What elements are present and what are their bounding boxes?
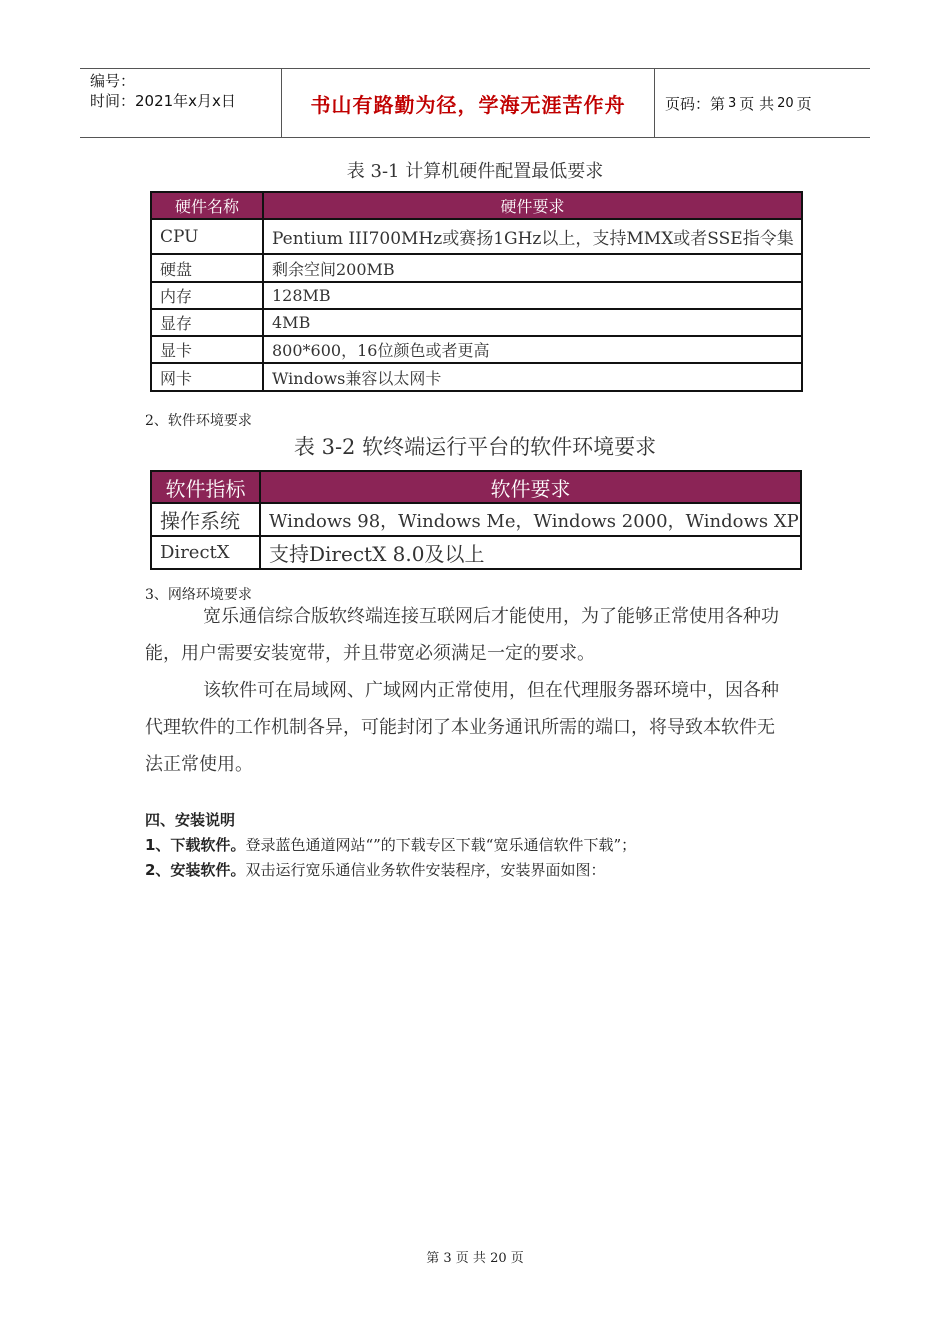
paragraph-line: 能，用户需要安装宽带，并且带宽必须满足一定的要求。 (145, 643, 595, 664)
table-cell: Windows兼容以太网卡 (263, 363, 802, 391)
table-cell: Windows 98，Windows Me，Windows 2000，Windows XP (260, 503, 801, 536)
table-header-row (151, 192, 802, 219)
column-header: 软件要求 (260, 471, 801, 503)
table-cell: DirectX (151, 536, 260, 569)
section-label-network: 3、网络环境要求 (145, 587, 252, 603)
column-header: 软件指标 (151, 471, 260, 503)
install-step-1 (145, 834, 636, 855)
column-header: 硬件名称 (151, 192, 263, 219)
table-row (151, 282, 802, 309)
footer-total: 20 (490, 1251, 507, 1266)
header-page-info (665, 69, 812, 137)
header-divider (654, 69, 655, 137)
paragraph-network-1 (145, 598, 805, 672)
table-cell: 支持DirectX 8.0及以上 (260, 536, 801, 569)
step-title: 2、安装软件。 (145, 861, 246, 879)
table-row (151, 336, 802, 363)
page-prefix: 页码：第 (665, 94, 726, 113)
paragraph-line: 该软件可在局域网、广域网内正常使用，但在代理服务器环境中，因各种 (203, 680, 779, 701)
footer-suffix: 页 (510, 1251, 524, 1266)
table-cell: 操作系统 (151, 503, 260, 536)
column-header: 硬件要求 (263, 192, 802, 219)
header-meta (90, 71, 236, 111)
paragraph-line: 宽乐通信综合版软终端连接互联网后才能使用，为了能够正常使用各种功 (203, 606, 779, 627)
page-suffix: 页 (796, 94, 812, 113)
table-cell: 显卡 (151, 336, 263, 363)
page-header (80, 68, 870, 138)
table-cell: 硬盘 (151, 254, 263, 282)
table-cell: CPU (151, 219, 263, 254)
step-text: 登录蓝色通道网站“”的下载专区下载“宽乐通信软件下载”； (245, 836, 637, 854)
footer-current: 3 (443, 1251, 452, 1266)
table1-caption: 表 3-1 计算机硬件配置最低要求 (346, 161, 604, 182)
paragraph-network-2 (145, 672, 805, 783)
time-label: 时间：2021年x月x日 (90, 92, 236, 110)
page-current: 3 (728, 95, 737, 111)
footer-prefix: 第 (426, 1251, 440, 1266)
table-cell: 128MB (263, 282, 802, 309)
paragraph-line: 法正常使用。 (145, 754, 253, 775)
page-footer (0, 1247, 950, 1266)
table-row (151, 219, 802, 254)
table-cell: 4MB (263, 309, 802, 336)
install-heading: 四、安装说明 (145, 811, 236, 829)
table2-caption: 表 3-2 软终端运行平台的软件环境要求 (293, 435, 657, 459)
header-motto: 书山有路勤为径，学海无涯苦作舟 (310, 92, 626, 117)
table-cell: 内存 (151, 282, 263, 309)
table-row (151, 254, 802, 282)
paragraph-line: 代理软件的工作机制各异，可能封闭了本业务通讯所需的端口，将导致本软件无 (145, 717, 775, 738)
table-row (151, 503, 801, 536)
table-cell: 剩余空间200MB (263, 254, 802, 282)
table-row (151, 363, 802, 391)
table-header-row (151, 471, 801, 503)
section-label-software: 2、软件环境要求 (145, 413, 252, 429)
step-text: 双击运行宽乐通信业务软件安装程序，安装界面如图： (245, 861, 606, 879)
table-cell: 800*600，16位颜色或者更高 (263, 336, 802, 363)
page-total: 20 (777, 95, 794, 111)
table-cell: 网卡 (151, 363, 263, 391)
hardware-table (150, 191, 803, 392)
table-row (151, 309, 802, 336)
step-title: 1、下载软件。 (145, 836, 246, 854)
table-cell: Pentium III700MHz或赛扬1GHz以上，支持MMX或者SSE指令集 (263, 219, 802, 254)
page-mid: 页 共 (739, 94, 775, 113)
table-cell: 显存 (151, 309, 263, 336)
footer-mid: 页 共 (455, 1251, 486, 1266)
number-label: 编号： (90, 72, 136, 90)
software-table (150, 470, 802, 570)
install-step-2 (145, 859, 605, 880)
table-row (151, 536, 801, 569)
